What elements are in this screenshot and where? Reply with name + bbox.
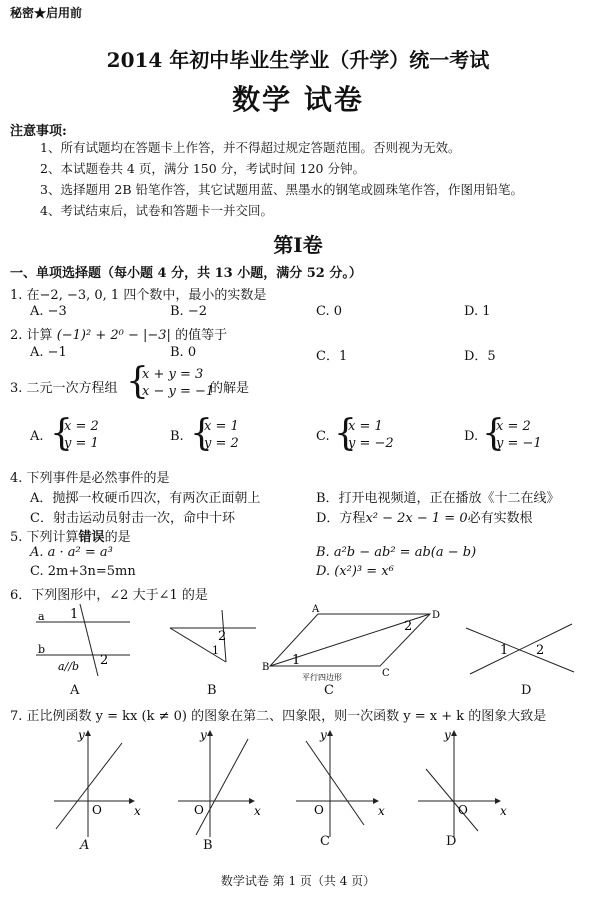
q5-option-a: A. a · a² = a³ — [30, 545, 113, 560]
vertex-b: B — [262, 662, 270, 673]
origin-label: O — [458, 803, 468, 817]
q4-option-c: C．射击运动员射击一次，命中十环 — [30, 511, 235, 526]
q4-option-b: B．打开电视频道，正在播放《十二在线》 — [316, 491, 560, 506]
q3-brace-a: { — [50, 413, 73, 454]
q6-figure-b — [170, 610, 256, 662]
x-label: x — [254, 804, 261, 818]
angle-1: 1 — [500, 643, 509, 658]
q3-option-d — [496, 418, 542, 452]
origin-label: O — [92, 803, 102, 817]
q3-eq1: x + y = 3 — [142, 367, 204, 382]
q7-graphs — [0, 725, 596, 845]
y-label: y — [320, 728, 327, 742]
page-footer: 数学试卷 第 1 页（共 4 页） — [220, 874, 376, 888]
q3-option-d-label: D. — [464, 429, 479, 444]
note-item: 2、本试题卷共 4 页，满分 150 分，考试时间 120 分钟。 — [40, 161, 365, 176]
q7-label-b: B — [203, 838, 213, 853]
q6-figure-a — [36, 604, 130, 676]
q2-option-c: C．1 — [316, 349, 348, 364]
q3-option-a-label: A. — [30, 429, 44, 444]
q4-d-post: 必有实数根 — [467, 511, 533, 526]
q6-figure-d — [466, 624, 574, 674]
q3-brace-c: { — [334, 413, 357, 454]
angle-2: 2 — [536, 643, 545, 658]
q1-stem: 1. 在−2, −3, 0, 1 四个数中，最小的实数是 — [10, 288, 267, 303]
note-item: 1、所有试题均在答题卡上作答，并不得超过规定答题范围。否则视为无效。 — [40, 140, 461, 155]
q6-label-b: B — [207, 683, 217, 698]
q6-figure-c — [262, 604, 440, 682]
q2-option-a: A. −1 — [30, 345, 67, 360]
q7-label-c: C — [320, 834, 330, 849]
exam-title: 2014 年初中毕业生学业（升学）统一考试 — [106, 48, 490, 72]
q5-option-d: D. (x²)³ = x⁶ — [316, 564, 394, 579]
vertex-a: A — [312, 604, 320, 615]
q7-graph-c — [296, 728, 385, 837]
transversal — [80, 604, 98, 676]
q2-stem-post: 的值等于 — [175, 328, 228, 343]
shape-note: 平行四边形 — [302, 673, 342, 682]
q3-b-eq2: y = 2 — [204, 436, 239, 451]
line-2 — [470, 624, 572, 674]
section-heading: 一、单项选择题（每小题 4 分，共 13 小题，满分 52 分。） — [10, 266, 362, 281]
angle-1: 1 — [212, 644, 219, 657]
q3-b-eq1: x = 1 — [204, 419, 239, 434]
q5-stem — [10, 526, 131, 545]
q3-c-eq2: y = −2 — [348, 436, 394, 451]
q7-stem: 7. 正比例函数 y = kx (k ≠ 0) 的图象在第二、四象限，则一次函数 y = x + k 的图象大致是 — [10, 709, 547, 724]
q3-c-eq1: x = 1 — [348, 419, 383, 434]
q5-stem-bold: 错误 — [78, 530, 105, 545]
q3-stem-pre: 3. 二元一次方程组 — [10, 381, 118, 396]
q3-option-b — [204, 418, 239, 452]
origin-label: O — [314, 803, 324, 817]
parallel-note: a//b — [58, 660, 80, 673]
q3-a-eq1: x = 2 — [64, 419, 99, 434]
x-label: x — [378, 804, 385, 818]
x-label: x — [500, 804, 507, 818]
y-label: y — [200, 728, 207, 742]
angle-1: 1 — [292, 653, 301, 668]
angle-2: 2 — [404, 619, 413, 634]
q3-system — [142, 366, 214, 400]
q3-d-eq2: y = −1 — [496, 436, 542, 451]
q6-figures — [0, 600, 596, 700]
origin-label: O — [194, 803, 204, 817]
function-line — [56, 743, 122, 829]
q3-option-c — [348, 418, 394, 452]
q3-brace-b: { — [190, 413, 213, 454]
q3-d-eq1: x = 2 — [496, 419, 531, 434]
q3-brace: { — [126, 361, 149, 402]
q5-option-c: C. 2m+3n=5mn — [30, 564, 136, 579]
q6-label-a: A — [70, 683, 80, 698]
q7-label-a: A — [80, 838, 90, 853]
q3-option-c-label: C. — [316, 429, 330, 444]
q1-option-d: D. 1 — [464, 304, 491, 319]
q4-d-pre: D．方程 — [316, 511, 366, 526]
q7-graph-a — [54, 728, 141, 837]
q4-stem: 4. 下列事件是必然事件的是 — [10, 471, 170, 486]
subject-title: 数学 试卷 — [232, 83, 364, 116]
note-item: 3、选择题用 2B 铅笔作答，其它试题用蓝、黑墨水的钢笔或圆珠笔作答，作图用铅笔。 — [40, 182, 524, 197]
q3-brace-d: { — [482, 413, 505, 454]
q2-expression: (−1)² + 2⁰ − |−3| — [56, 328, 171, 343]
note-item: 4、考试结束后，试卷和答题卡一并交回。 — [40, 203, 273, 218]
q3-stem-post: 的解是 — [210, 381, 250, 396]
q1-option-c: C. 0 — [316, 304, 343, 319]
q2-stem — [10, 324, 227, 343]
q6-label-c: C — [324, 683, 334, 698]
q5-option-b: B. a²b − ab² = ab(a − b) — [316, 545, 477, 560]
angle-2: 2 — [100, 653, 109, 668]
y-label: y — [78, 728, 85, 742]
vertex-d: D — [432, 610, 441, 621]
q6-stem: 6．下列图形中，∠2 大于∠1 的是 — [10, 588, 208, 603]
q3-option-a — [64, 418, 99, 452]
q5-stem-pre: 5. 下列计算 — [10, 530, 79, 545]
q4-option-a: A．抛掷一枚硬币四次，有两次正面朝上 — [30, 491, 261, 506]
q2-stem-pre: 2. 计算 — [10, 328, 53, 343]
q7-graph-b — [178, 728, 261, 837]
function-line — [196, 739, 248, 835]
q4-d-expr: x² − 2x − 1 = 0 — [365, 511, 468, 526]
angle-1: 1 — [70, 607, 79, 622]
angle-2: 2 — [218, 629, 227, 644]
label-a: a — [38, 610, 45, 623]
function-line — [426, 769, 478, 831]
q4-option-d — [316, 507, 533, 526]
notes-heading: 注意事项: — [10, 124, 67, 139]
vertex-c: C — [382, 668, 390, 679]
label-b: b — [38, 643, 46, 656]
part-title: 第Ⅰ卷 — [273, 233, 323, 257]
y-label: y — [444, 728, 451, 742]
q7-label-d: D — [446, 834, 457, 849]
q2-option-b: B. 0 — [170, 345, 197, 360]
q3-eq2: x − y = −1 — [142, 384, 215, 399]
q3-a-eq2: y = 1 — [64, 436, 99, 451]
q5-stem-post: 的是 — [104, 530, 131, 545]
q1-option-a: A. −3 — [30, 304, 67, 319]
q3-option-b-label: B. — [170, 429, 184, 444]
q6-label-d: D — [521, 683, 532, 698]
x-label: x — [134, 804, 141, 818]
secret-mark: 秘密★启用前 — [10, 6, 83, 20]
q1-option-b: B. −2 — [170, 304, 207, 319]
q2-option-d: D．5 — [464, 349, 496, 364]
q7-graph-d — [418, 728, 507, 837]
